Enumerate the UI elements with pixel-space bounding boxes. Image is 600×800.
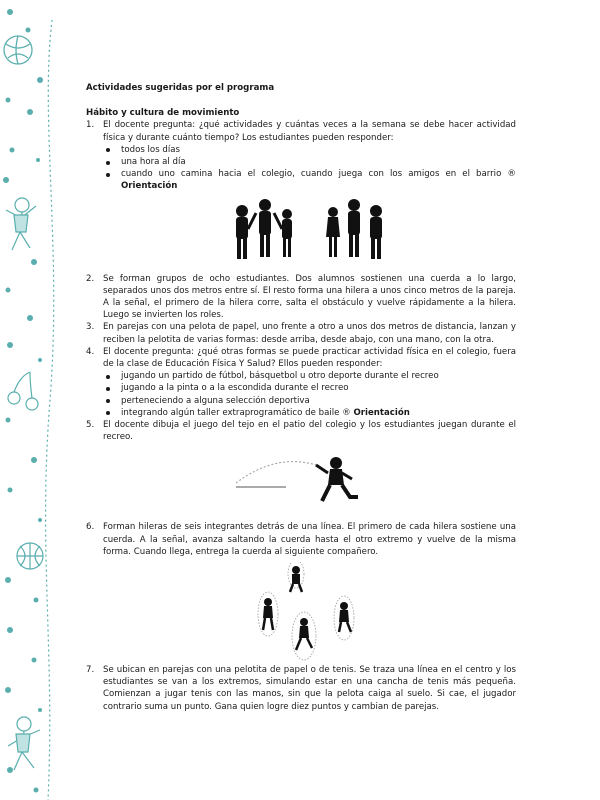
activity-number: 2. bbox=[86, 273, 95, 284]
orientation-tag: Orientación bbox=[121, 181, 178, 192]
child-illustration bbox=[6, 198, 36, 250]
figure-jump-rope bbox=[86, 562, 516, 662]
answer-list bbox=[103, 144, 516, 193]
cherry-icon bbox=[8, 372, 38, 410]
activity-text: El docente pregunta: ¿qué actividades y cuántas veces a la semana se debe hacer actividad física y durante cuánto tiempo? Los estudiantes pueden responder: bbox=[103, 120, 516, 143]
activity-5 bbox=[86, 419, 516, 443]
list-item: perteneciendo a alguna selección deportiva bbox=[103, 395, 516, 407]
activity-1 bbox=[86, 119, 516, 192]
subsection-title: Hábito y cultura de movimiento bbox=[86, 108, 240, 119]
answer-list bbox=[103, 370, 516, 419]
list-item: jugando a la pinta o a la escondida durante el recreo bbox=[103, 382, 516, 394]
jump-rope-illustration bbox=[86, 562, 516, 662]
ball-icon bbox=[4, 36, 32, 64]
list-item-text: integrando algún taller extraprogramático de baile ® bbox=[121, 407, 351, 418]
silhouettes-illustration bbox=[86, 197, 516, 267]
child-illustration-bottom bbox=[8, 717, 40, 770]
orientation-tag: Orientación bbox=[353, 407, 410, 418]
activity-6 bbox=[86, 521, 516, 558]
list-item-text: cuando uno camina hacia el colegio, cuando juega con los amigos en el barrio ® bbox=[121, 169, 516, 180]
activity-text: El docente pregunta: ¿qué otras formas se puede practicar actividad física en el colegio, fuera de la clase de Educación Física Y Salud? Ellos pueden responder: bbox=[103, 346, 516, 370]
activity-7 bbox=[86, 664, 516, 713]
document-body bbox=[86, 82, 516, 713]
activity-4 bbox=[86, 346, 516, 419]
list-item bbox=[103, 407, 516, 419]
margin-decoration bbox=[0, 0, 60, 800]
activity-text: Se ubican en parejas con una pelotita de papel o de tenis. Se traza una línea en el centro y los estudiantes se van a los extremos, simulando estar en una cancha de tenis más pequeña. Comienzan a jugar tenis con las manos, sin que la pelota caiga al suelo. Si cae, el jugador contrario suma un punto. Gana quien logre diez puntos y cambian de parejas. bbox=[103, 665, 516, 712]
activity-number: 3. bbox=[86, 322, 95, 333]
activity-number: 4. bbox=[86, 346, 95, 357]
activity-number: 7. bbox=[86, 665, 95, 676]
activity-text: En parejas con una pelota de papel, uno frente a otro a unos dos metros de distancia, lanzan y reciben la pelotita de varias formas: desde arriba, desde abajo, con una mano, con la otra. bbox=[103, 322, 516, 345]
activity-number: 1. bbox=[86, 120, 95, 131]
activity-number: 6. bbox=[86, 522, 95, 533]
activity-number: 5. bbox=[86, 420, 95, 431]
list-item bbox=[103, 168, 516, 192]
list-item: una hora al día bbox=[103, 156, 516, 168]
activity-text: El docente dibuja el juego del tejo en el patio del colegio y los estudiantes juegan durante el recreo. bbox=[103, 420, 516, 443]
figure-hopscotch-throw bbox=[86, 443, 516, 509]
activity-text: Forman hileras de seis integrantes detrás de una línea. El primero de cada hilera sostiene una cuerda. A la señal, avanza saltando la cuerda hasta el otro extremo y vuelve de la misma forma. Cuando llega, entrega la cuerda al siguiente compañero. bbox=[103, 522, 516, 557]
activity-2 bbox=[86, 273, 516, 322]
list-item: todos los días bbox=[103, 144, 516, 156]
list-item: jugando un partido de fútbol, básquetbol u otro deporte durante el recreo bbox=[103, 370, 516, 382]
section-title: Actividades sugeridas por el programa bbox=[86, 83, 275, 93]
basketball-icon bbox=[17, 543, 43, 569]
figure-children-standing bbox=[86, 197, 516, 267]
activity-3 bbox=[86, 321, 516, 345]
throwing-child-illustration bbox=[86, 443, 516, 509]
activity-text: Se forman grupos de ocho estudiantes. Dos alumnos sostienen una cuerda a lo largo, separados unos dos metros entre sí. El resto forma una hilera a unos cinco metros de la pareja. A la señal, el primero de la hilera corre, salta el obstáculo y vuelve rápidamente a la hilera. Luego se invierten los roles. bbox=[103, 273, 516, 321]
